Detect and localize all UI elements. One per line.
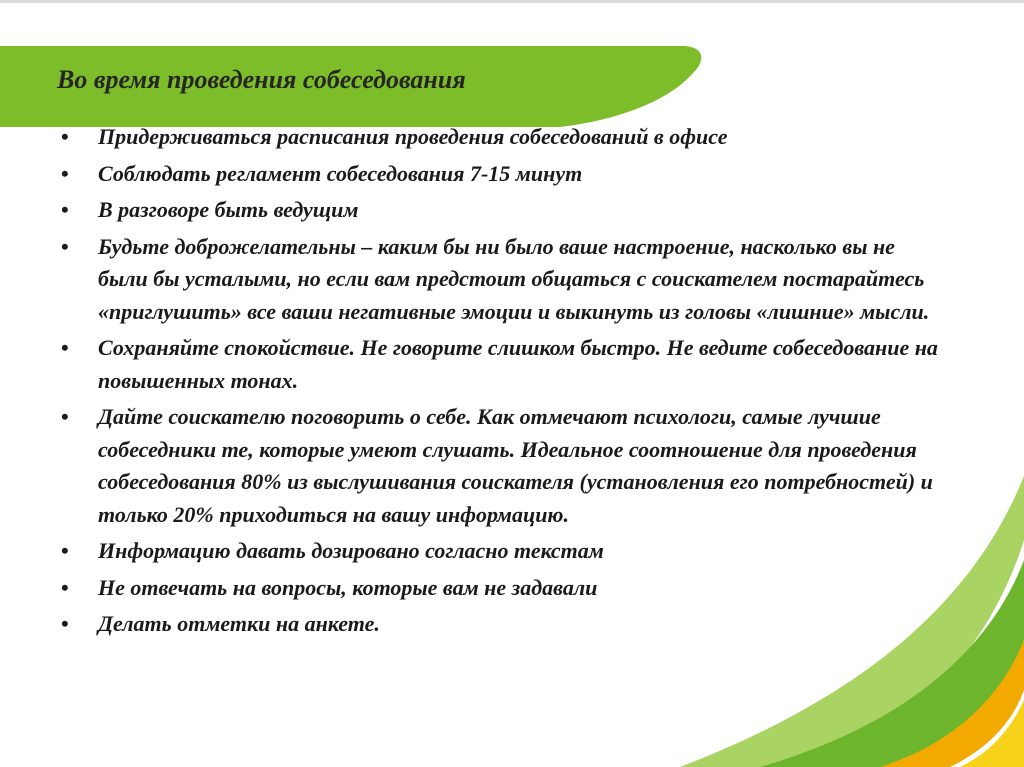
bullet-marker: • xyxy=(61,197,69,222)
bullet-marker: • xyxy=(61,404,69,429)
bullet-marker: • xyxy=(61,574,69,600)
bullet-item-1 xyxy=(58,121,948,154)
bullet-text: Придерживаться расписания проведения собеседований в офисе xyxy=(98,124,728,149)
bullet-item-5 xyxy=(58,332,948,397)
bullet-marker: • xyxy=(61,124,69,149)
bullet-item-4 xyxy=(58,231,948,329)
bullet-item-3 xyxy=(58,194,948,227)
bullet-item-2 xyxy=(58,158,948,191)
bullet-text: Соблюдать регламент собеседования 7-15 минут xyxy=(98,160,583,186)
bullet-text: Информацию давать дозировано согласно текстам xyxy=(98,538,604,563)
bullet-marker: • xyxy=(61,233,69,259)
bullet-item-7 xyxy=(58,535,948,568)
bullet-text: Дайте соискателю поговорить о себе. Как отмечают психологи, самые лучшие собеседники те, которые умеют слушать. Идеальное соотношение для проведения собеседования 80% из выслушивания соискателя (установления его потребностей) и только 20% приходиться на вашу информацию. xyxy=(98,404,933,527)
bullet-list xyxy=(58,121,948,645)
bullet-text: Сохраняйте спокойствие. Не говорите слишком быстро. Не ведите собеседование на повышенных тонах. xyxy=(98,335,938,393)
bullet-marker: • xyxy=(61,538,69,563)
bullet-marker: • xyxy=(61,160,69,186)
bullet-item-6 xyxy=(58,401,948,531)
bullet-item-9 xyxy=(58,608,948,641)
bullet-marker: • xyxy=(61,611,69,636)
bullet-item-8 xyxy=(58,572,948,605)
bullet-text: В разговоре быть ведущим xyxy=(98,197,359,222)
bullet-text: Не отвечать на вопросы, которые вам не задавали xyxy=(98,574,598,600)
bullet-marker: • xyxy=(61,335,69,360)
bullet-text: Делать отметки на анкете. xyxy=(98,611,380,636)
bullet-text: Будьте доброжелательны – каким бы ни было ваше настроение, насколько вы не были бы усталыми, но если вам предстоит общаться с соискателем постарайтесь «приглушить» все ваши негативные эмоции и выкинуть из головы «лишние» мысли. xyxy=(98,233,930,324)
slide-title: Во время проведения собеседования xyxy=(57,65,466,94)
